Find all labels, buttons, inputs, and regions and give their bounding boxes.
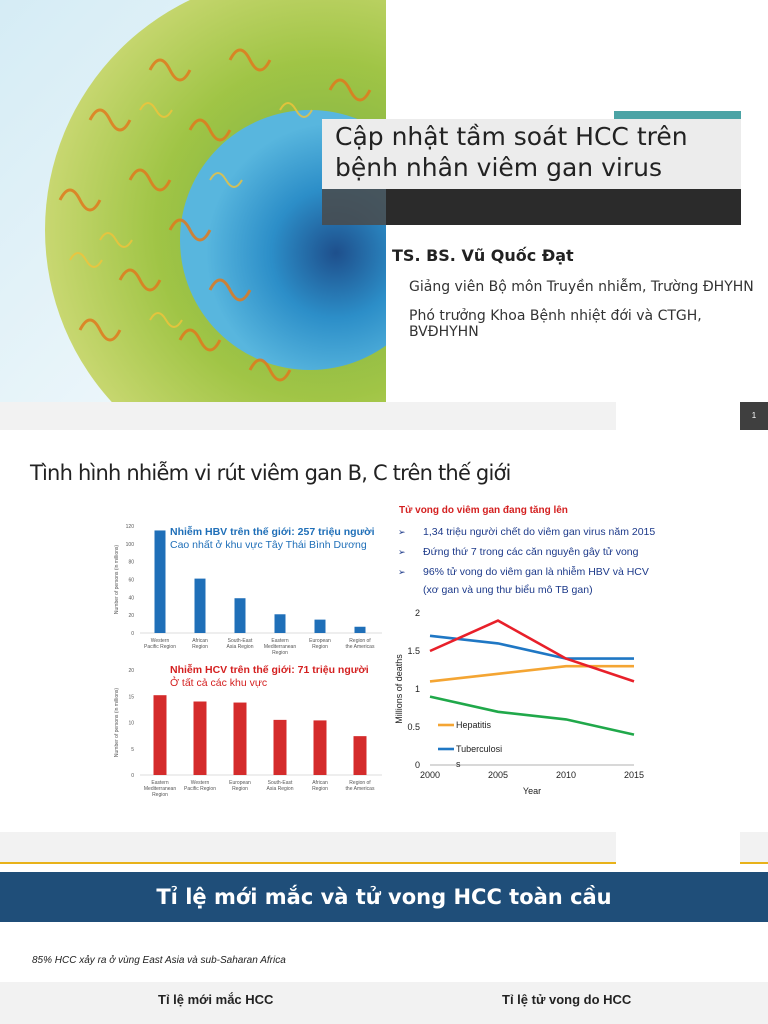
arrow-bullet-icon: ➢ bbox=[398, 527, 406, 537]
x-tick-label: European bbox=[229, 780, 251, 786]
title-slide bbox=[0, 0, 768, 430]
bar bbox=[315, 620, 326, 633]
x-tick-label: Mediterranean bbox=[263, 644, 297, 650]
x-tick-label: African bbox=[312, 780, 328, 786]
footer-gap bbox=[616, 402, 740, 430]
y-tick-label: 15 bbox=[128, 694, 134, 701]
x-tick-label: Region bbox=[152, 792, 168, 798]
y-tick-label: 0.5 bbox=[407, 722, 420, 732]
bullet-item bbox=[398, 565, 764, 583]
bullet-list bbox=[398, 525, 764, 597]
hcc-slide bbox=[0, 864, 768, 1024]
x-tick-label: 2000 bbox=[419, 770, 441, 780]
x-tick-label: Western bbox=[190, 780, 210, 786]
page-number: 1 bbox=[740, 402, 768, 430]
y-tick-label: 120 bbox=[125, 524, 134, 530]
bar bbox=[155, 530, 166, 633]
affiliation-1: Giảng viên Bộ môn Truyền nhiễm, Trường ĐHYHN bbox=[409, 279, 754, 295]
y-tick-label: 1 bbox=[414, 684, 420, 694]
x-tick-label: European bbox=[309, 638, 331, 644]
author-name: TS. BS. Vũ Quốc Đạt bbox=[392, 246, 574, 265]
x-tick-label: Region bbox=[232, 786, 248, 792]
x-tick-label: Pacific Region bbox=[144, 644, 176, 650]
dark-bar bbox=[386, 189, 741, 225]
x-tick-label: Mediterranean bbox=[143, 786, 177, 792]
x-tick-label: Region of bbox=[349, 780, 371, 786]
bullet-text: 1,34 triệu người chết do viêm gan virus năm 2015 bbox=[423, 526, 656, 538]
bullet-item bbox=[398, 525, 764, 545]
bar bbox=[235, 598, 246, 633]
title-line-1: Cập nhật tầm soát HCC trên bbox=[335, 122, 688, 151]
y-tick-label: 20 bbox=[128, 668, 134, 674]
y-tick-label: 0 bbox=[131, 773, 134, 779]
header-band bbox=[0, 982, 768, 1024]
bar bbox=[154, 695, 167, 775]
x-tick-label: 2010 bbox=[555, 770, 577, 780]
series-line bbox=[430, 666, 634, 681]
bar bbox=[234, 703, 247, 775]
footer-gap bbox=[616, 832, 740, 862]
dark-bar-left bbox=[322, 189, 386, 225]
accent-bar bbox=[614, 111, 741, 119]
deaths-line-chart bbox=[388, 604, 650, 799]
x-tick-label: Asia Region bbox=[226, 644, 254, 650]
chart-annotation-1: Nhiễm HBV trên thế giới: 257 triệu người bbox=[170, 526, 375, 538]
arrow-bullet-icon: ➢ bbox=[398, 567, 406, 577]
x-tick-label: Region bbox=[312, 644, 328, 650]
arrow-bullet-icon: ➢ bbox=[398, 547, 406, 557]
x-tick-label: 2015 bbox=[623, 770, 645, 780]
bar bbox=[275, 614, 286, 633]
legend-label: Hepatitis bbox=[456, 720, 492, 730]
x-tick-label: Eastern bbox=[271, 638, 289, 644]
slide-banner-title: Tỉ lệ mới mắc và tử vong HCC toàn cầu bbox=[0, 872, 768, 922]
y-tick-label: 80 bbox=[128, 559, 134, 566]
y-tick-label: 2 bbox=[414, 608, 420, 618]
x-tick-label: the Americas bbox=[345, 644, 375, 650]
bar bbox=[354, 736, 367, 775]
x-tick-label: Western bbox=[150, 638, 170, 644]
incidence-heading: Tỉ lệ mới mắc HCC bbox=[158, 992, 274, 1007]
x-tick-label: Pacific Region bbox=[184, 786, 216, 792]
y-tick-label: 0 bbox=[131, 631, 134, 637]
x-tick-label: Region bbox=[192, 644, 208, 650]
chart-annotation-1: Nhiễm HCV trên thế giới: 71 triệu người bbox=[170, 664, 369, 676]
bullet-subtext: (xơ gan và ung thư biểu mô TB gan) bbox=[423, 584, 593, 596]
chart-annotation-2: Ở tất cả các khu vực bbox=[170, 677, 268, 689]
y-tick-label: 100 bbox=[125, 541, 134, 548]
x-tick-label: the Americas bbox=[345, 786, 375, 792]
y-tick-label: 40 bbox=[128, 595, 134, 602]
legend-label: Tuberculosi bbox=[456, 744, 503, 754]
x-axis-label: Year bbox=[522, 786, 542, 796]
bullet-item bbox=[398, 545, 764, 565]
bar bbox=[274, 720, 287, 775]
legend-label: s bbox=[456, 759, 461, 769]
bar bbox=[194, 702, 207, 776]
bullet-text: 96% tử vong do viêm gan là nhiễm HBV và HCV bbox=[423, 566, 649, 578]
bar bbox=[355, 627, 366, 633]
x-tick-label: Asia Region bbox=[266, 786, 294, 792]
y-axis-label: Number of persons (in millions) bbox=[114, 687, 120, 758]
affiliation-2: Phó trưởng Khoa Bệnh nhiệt đới và CTGH, BVĐHYHN bbox=[409, 308, 702, 340]
bar bbox=[195, 579, 206, 633]
y-axis-label: Number of persons (in millions) bbox=[114, 544, 120, 615]
x-tick-label: South-East bbox=[227, 638, 253, 644]
x-tick-label: Eastern bbox=[151, 780, 169, 786]
slide-title bbox=[335, 121, 735, 183]
epidemiology-slide bbox=[0, 432, 768, 864]
mortality-heading: Tỉ lệ tử vong do HCC bbox=[502, 992, 632, 1007]
slide-title: Tình hình nhiễm vi rút viêm gan B, C trên thế giới bbox=[30, 461, 511, 485]
bar bbox=[314, 720, 327, 775]
x-tick-label: Region bbox=[272, 650, 288, 655]
hcc-note: 85% HCC xảy ra ở vùng East Asia và sub-Saharan Africa bbox=[32, 955, 286, 966]
y-tick-label: 0 bbox=[414, 760, 420, 770]
bullet-text: Đứng thứ 7 trong các căn nguyên gây tử vong bbox=[423, 546, 639, 558]
x-tick-label: South-East bbox=[267, 780, 293, 786]
y-tick-label: 5 bbox=[131, 746, 134, 753]
x-tick-label: Region bbox=[312, 786, 328, 792]
x-tick-label: 2005 bbox=[487, 770, 509, 780]
y-tick-label: 20 bbox=[128, 613, 134, 620]
deaths-heading: Tử vong do viêm gan đang tăng lên bbox=[399, 505, 568, 516]
y-tick-label: 10 bbox=[128, 720, 134, 727]
y-tick-label: 1.5 bbox=[407, 646, 420, 656]
y-tick-label: 60 bbox=[128, 577, 134, 584]
chart-annotation-2: Cao nhất ở khu vực Tây Thái Bình Dương bbox=[170, 539, 367, 551]
x-tick-label: African bbox=[192, 638, 208, 644]
x-tick-label: Region of bbox=[349, 638, 371, 644]
y-axis-label: Millions of deaths bbox=[394, 654, 404, 724]
title-line-2: bệnh nhân viêm gan virus bbox=[335, 153, 662, 182]
